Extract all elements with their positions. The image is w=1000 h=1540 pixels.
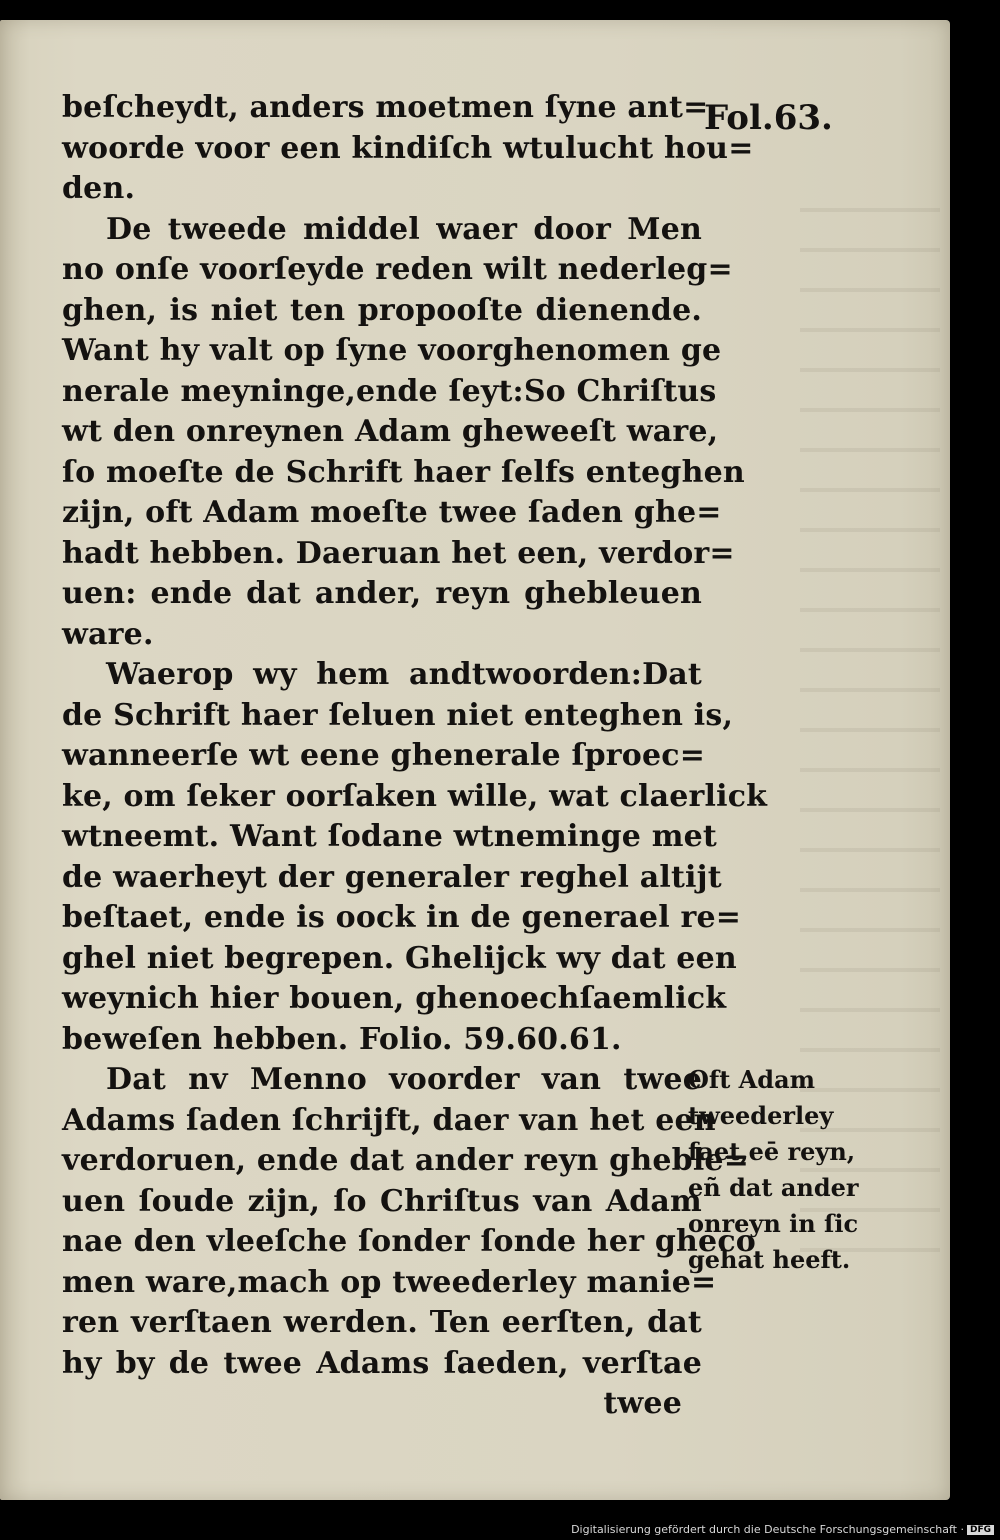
text-line: weynich hier bouen, ghenoechſaemlick (62, 981, 727, 1016)
text-line: Adams ſaden ſchrijft, daer van het een (62, 1102, 716, 1138)
text-line: nerale meyninge,ende ſeyt:So Chriſtus (62, 373, 717, 409)
folio-number: Fol.63. (704, 98, 833, 138)
text-line: ren verſtaen werden. Ten eerſten, dat (62, 1305, 702, 1340)
text-line: wanneerſe wt eene ghenerale ſproec= (62, 738, 706, 773)
margin-note-line: gehat heeft. (688, 1245, 851, 1274)
text-line: ghel niet begrepen. Ghelijck wy dat een (62, 940, 737, 976)
margin-note-line: tweederley (688, 1101, 834, 1130)
text-line: beſcheydt, anders moetmen ſyne ant= (62, 90, 709, 125)
text-line: ſo moeſte de Schrift haer ſelfs enteghen (62, 454, 745, 490)
margin-note-line: Oft Adam (688, 1065, 816, 1094)
text-line: ware. (62, 616, 154, 652)
main-text (62, 88, 768, 1425)
text-line: wtneemt. Want ſodane wtneminge met (62, 819, 717, 854)
text-line: uen: ende dat ander, reyn ghebleuen (62, 576, 702, 611)
margin-note-line: onreyn in ſic (688, 1209, 859, 1238)
credit-text: Digitalisierung gefördert durch die Deutsche Forschungsgemeinschaft · (571, 1523, 964, 1536)
margin-note (688, 1062, 868, 1278)
text-line: nae den vleeſche ſonder ſonde her gheco (62, 1224, 756, 1259)
digitization-credit (571, 1523, 994, 1536)
catchword: twee (603, 1386, 682, 1421)
text-line: hadt hebben. Daeruan het een, verdor= (62, 535, 735, 571)
text-line: de Schrift haer ſeluen niet enteghen is, (62, 697, 734, 733)
paragraph-start-line: Dat nv Menno voorder van twee (106, 1062, 702, 1097)
text-line: uen ſoude zijn, ſo Chriſtus van Adam (62, 1183, 702, 1219)
paragraph-start-line: Waerop wy hem andtwoorden:Dat (106, 657, 702, 692)
text-line: den. (62, 171, 136, 206)
text-line: zijn, oft Adam moeſte twee ſaden ghe= (62, 495, 722, 530)
text-line: men ware,mach op tweederley manie= (62, 1264, 717, 1300)
dfg-logo: DFG (967, 1525, 994, 1535)
text-line: Want hy valt op ſyne voorghenomen ge (62, 333, 722, 368)
paragraph-start-line: De tweede middel waer door Men (106, 211, 702, 247)
text-line: verdoruen, ende dat ander reyn gheble= (62, 1143, 750, 1178)
text-line: beweſen hebben. Folio. 59.60.61. (62, 1021, 622, 1057)
text-line: woorde voor een kindiſch wtulucht hou= (62, 130, 754, 166)
margin-note-line: eñ dat ander (688, 1173, 859, 1202)
text-line: no onſe voorſeyde reden wilt nederleg= (62, 252, 733, 287)
text-line: ghen, is niet ten propooſte dienende. (62, 292, 702, 328)
text-line: ke, om ſeker oorſaken wille, wat claerlick (62, 778, 768, 814)
margin-note-line: ſaet,eē reyn, (688, 1137, 856, 1166)
book-page (0, 20, 950, 1500)
text-line: de waerheyt der generaler reghel altijt (62, 859, 722, 895)
text-line: wt den onreynen Adam gheweeſt ware, (62, 414, 719, 449)
text-line: hy by de twee Adams ſaeden, verſtae (62, 1345, 702, 1381)
text-line: beſtaet, ende is oock in de generael re= (62, 900, 742, 935)
